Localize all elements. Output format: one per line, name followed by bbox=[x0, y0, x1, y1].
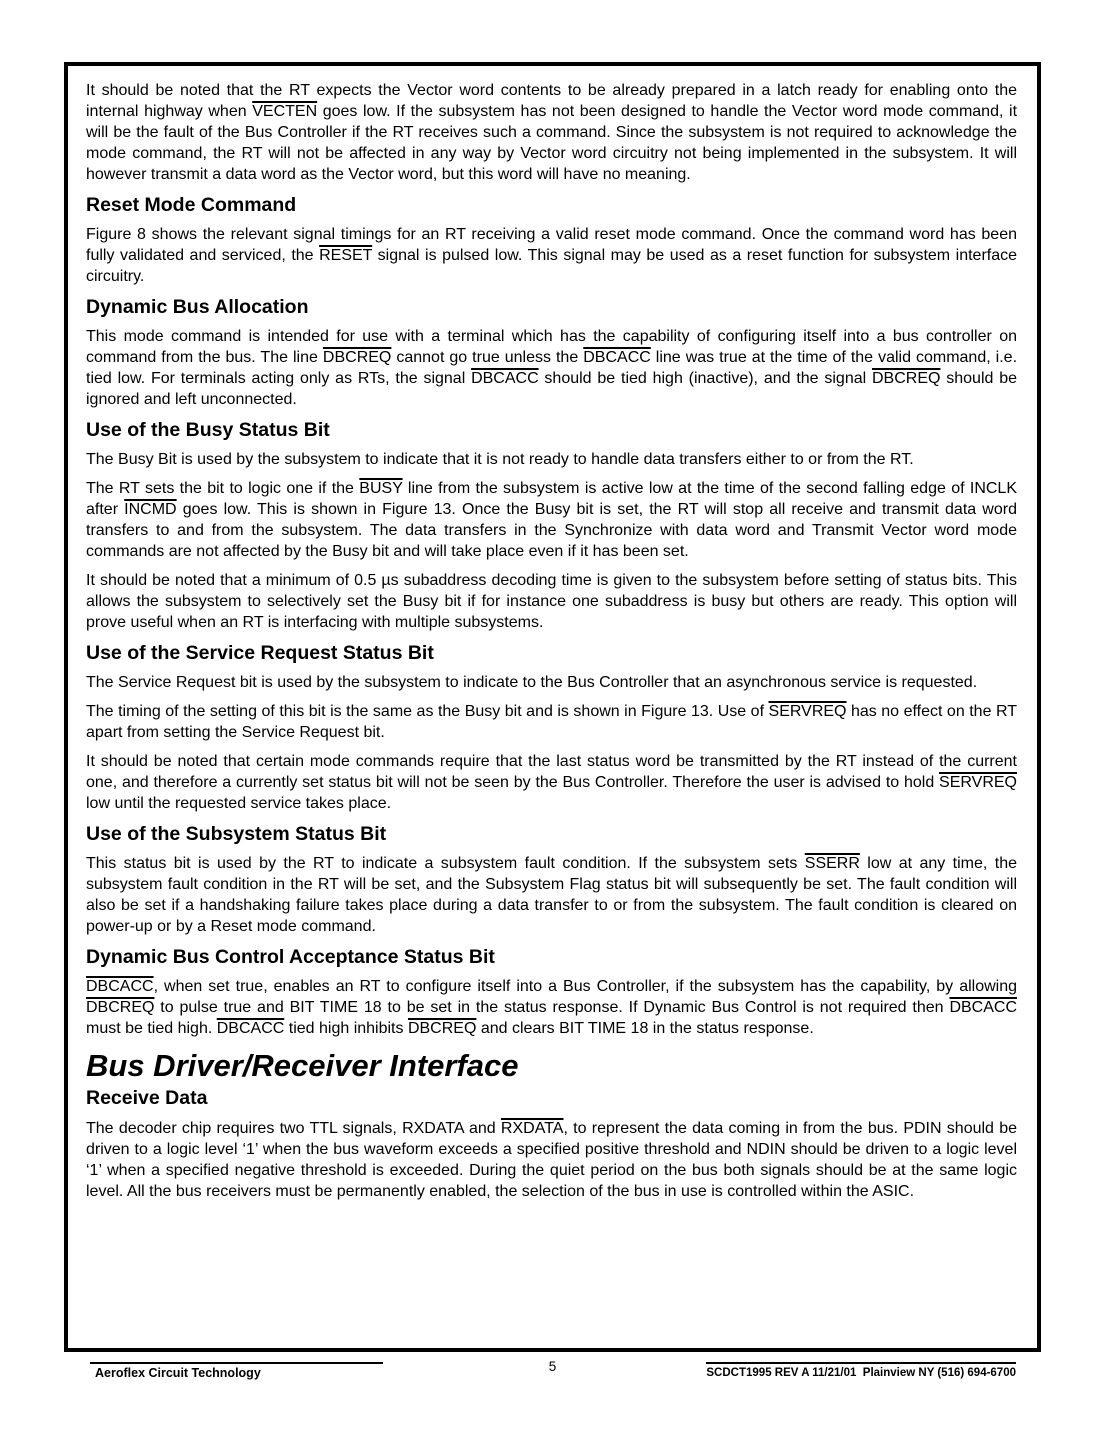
signal-overline: DBCACC bbox=[216, 1020, 285, 1037]
page-number: 5 bbox=[548, 1359, 557, 1374]
footer-company: Aeroflex Circuit Technology bbox=[90, 1362, 383, 1380]
paragraph-busy-2: The RT sets the bit to logic one if the BUSY line from the subsystem is active low at the time of the second falling edge of INCLK after INCMD goes low. This is shown in Figure 13. Once the Busy bit is set, the RT will stop all receive and transmit data word transfers to and from the subsystem. The data transfers in the Synchronize with data word and Transmit Vector word mode commands are not affected by the Busy bit and will take place even if it has been set. bbox=[86, 480, 1018, 560]
signal-overline: RESET bbox=[319, 247, 373, 264]
signal-overline: DBCREQ bbox=[86, 999, 155, 1016]
signal-overline: DBCACC bbox=[583, 349, 651, 366]
heading-reset-mode-command: Reset Mode Command bbox=[86, 194, 297, 216]
signal-overline: DBCACC bbox=[471, 370, 539, 387]
signal-overline: DBCACC bbox=[949, 999, 1017, 1016]
heading-busy-status-bit: Use of the Busy Status Bit bbox=[86, 419, 330, 441]
heading-dynamic-bus-control-acceptance: Dynamic Bus Control Acceptance Status Bit bbox=[86, 946, 495, 968]
signal-overline: DBCREQ bbox=[322, 349, 392, 366]
paragraph-dynamic-bus-allocation: This mode command is intended for use with a terminal which has the capability of configuring itself into a bus controller on command from the bus. The line DBCREQ cannot go true unless the DBCACC line was true at the time of the valid command, i.e. tied low. For terminals acting only as RTs, the signal DBCACC should be tied high (inactive), and the signal DBCREQ should be ignored and left unconnected. bbox=[86, 328, 1018, 408]
paragraph-busy-3: It should be noted that a minimum of 0.5 µs subaddress decoding time is given to the subsystem before setting of status bits. This allows the subsystem to selectively set the Busy bit if for instance one subaddress is busy but others are ready. This option will prove useful when an RT is interfacing with multiple subsystems. bbox=[86, 572, 1017, 631]
signal-overline: DBCREQ bbox=[407, 1020, 477, 1037]
paragraph-reset-mode: Figure 8 shows the relevant signal timings for an RT receiving a valid reset mode command. Once the command word has been fully validated and serviced, the RESET signal is pulsed low. This signal may be used as a reset function for subsystem interface circuitry. bbox=[86, 226, 1018, 285]
signal-overline: VECTEN bbox=[252, 103, 318, 120]
heading-dynamic-bus-allocation: Dynamic Bus Allocation bbox=[86, 296, 309, 318]
content-box bbox=[64, 62, 1041, 1352]
heading-bus-driver-receiver-interface: Bus Driver/Receiver Interface bbox=[86, 1048, 519, 1083]
signal-overline: SERVREQ bbox=[939, 774, 1017, 791]
signal-overline: SSERR bbox=[804, 855, 860, 872]
signal-overline: RXDATA bbox=[500, 1120, 564, 1137]
paragraph-busy-1: The Busy Bit is used by the subsystem to indicate that it is not ready to handle data transfers either to or from the RT. bbox=[86, 451, 914, 468]
paragraph-vector-word: It should be noted that the RT expects the Vector word contents to be already prepared in a latch ready for enabling onto the internal highway when VECTEN goes low. If the subsystem has not been designed to handle the Vector word mode command, it will be the fault of the Bus Controller if the RT receives such a command. Since the subsystem is not required to acknowledge the mode command, the RT will not be affected in any way by Vector word circuitry not being implemented in the subsystem. It will however transmit a data word as the Vector word, but this word will have no meaning. bbox=[86, 82, 1018, 183]
footer-doc-info: SCDCT1995 REV A 11/21/01 Plainview NY (516) 694-6700 bbox=[706, 1362, 1016, 1379]
paragraph-service-request-3: It should be noted that certain mode commands require that the last status word be transmitted by the RT instead of the current one, and therefore a currently set status bit will not be seen by the Bus Controller. Therefore the user is advised to hold SERVREQ low until the requested service takes place. bbox=[86, 753, 1017, 812]
paragraph-service-request-2: The timing of the setting of this bit is the same as the Busy bit and is shown in Figure 13. Use of SERVREQ has no effect on the RT apart from setting the Service Request bit. bbox=[86, 703, 1018, 741]
paragraph-dbc-acceptance: DBCACC, when set true, enables an RT to configure itself into a Bus Controller, if the subsystem has the capability, by allowing DBCREQ to pulse true and BIT TIME 18 to be set in the status response. If Dynamic Bus Control is not required then DBCACC must be tied high. DBCACC tied high inhibits DBCREQ and clears BIT TIME 18 in the status response. bbox=[86, 978, 1017, 1037]
heading-receive-data: Receive Data bbox=[86, 1087, 208, 1109]
paragraph-subsystem-status: This status bit is used by the RT to indicate a subsystem fault condition. If the subsystem sets SSERR low at any time, the subsystem fault condition in the RT will be set, and the Subsystem Flag status bit will subsequently be set. The fault condition will also be set if a handshaking failure takes place during a data transfer to or from the subsystem. The fault condition is cleared on power-up or by a Reset mode command. bbox=[86, 855, 1017, 935]
signal-overline: SERVREQ bbox=[768, 703, 847, 720]
paragraph-service-request-1: The Service Request bit is used by the subsystem to indicate to the Bus Controller that an asynchronous service is requested. bbox=[86, 674, 978, 691]
signal-overline: INCMD bbox=[124, 501, 177, 518]
heading-service-request-status-bit: Use of the Service Request Status Bit bbox=[86, 642, 434, 664]
signal-overline: DBCACC bbox=[86, 978, 154, 995]
signal-overline: BUSY bbox=[359, 480, 403, 497]
paragraph-receive-data: The decoder chip requires two TTL signals, RXDATA and RXDATA, to represent the data coming in from the bus. PDIN should be driven to a logic level ‘1’ when the bus waveform exceeds a specified positive threshold and NDIN should be driven to a logic level ‘1’ when a specified negative threshold is exceeded. During the quiet period on the bus both signals should be at the same logic level. All the bus receivers must be permanently enabled, the selection of the bus in use is controlled within the ASIC. bbox=[86, 1120, 1017, 1200]
signal-overline: DBCREQ bbox=[871, 370, 941, 387]
heading-subsystem-status-bit: Use of the Subsystem Status Bit bbox=[86, 823, 387, 845]
